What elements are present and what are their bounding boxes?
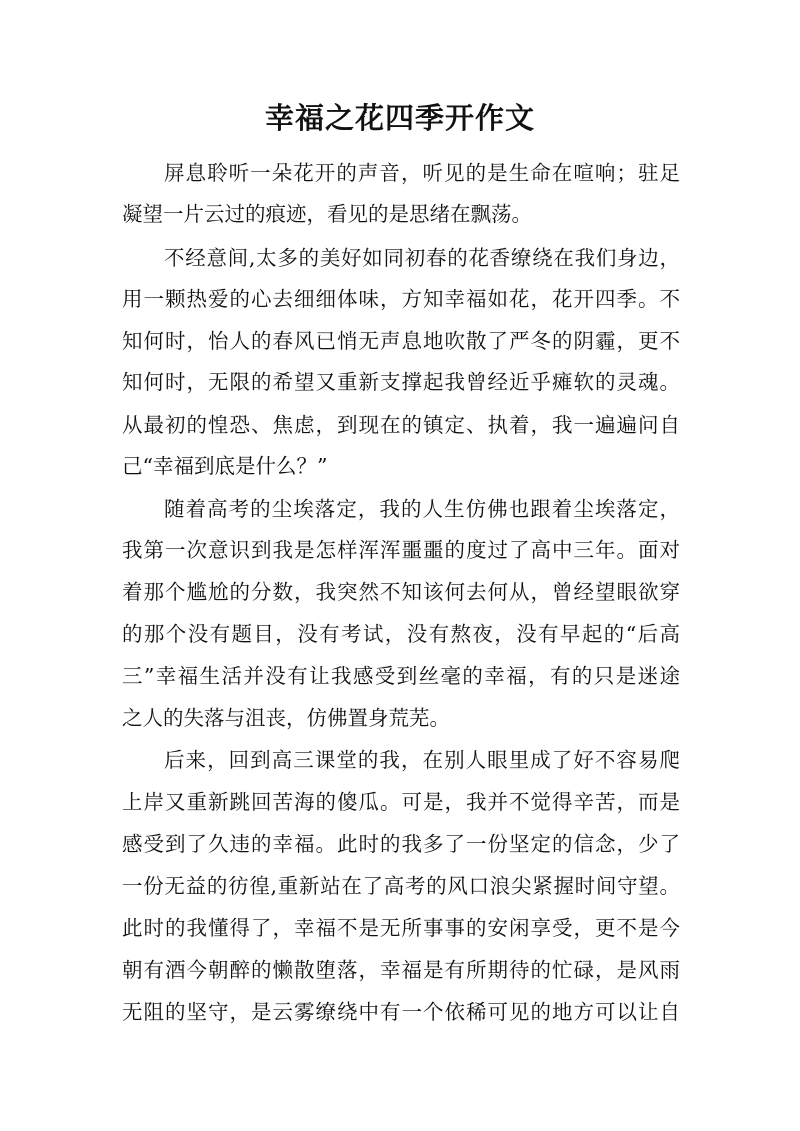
document-title: 幸福之花四季开作文 xyxy=(264,101,535,135)
paragraph-2-line-2: 用一颗热爱的心去细细体味，方知幸福如花，花开四季。不 xyxy=(122,287,680,311)
paragraph-3-line-6: 之人的失落与沮丧，仿佛置身荒芜。 xyxy=(122,706,450,730)
paragraph-4-line-5: 此时的我懂得了，幸福不是无所事事的安闲享受，更不是今 xyxy=(122,916,680,940)
paragraph-4-line-7: 无阻的坚守，是云雾缭绕中有一个依稀可见的地方可以让自 xyxy=(122,1000,680,1024)
paragraph-4-line-4: 一份无益的彷徨,重新站在了高考的风口浪尖紧握时间守望。 xyxy=(122,874,680,898)
paragraph-3-line-4: 的那个没有题目，没有考试，没有熬夜，没有早起的“后高 xyxy=(122,622,680,646)
paragraph-3-line-3: 着那个尴尬的分数，我突然不知该何去何从，曾经望眼欲穿 xyxy=(122,580,680,604)
paragraph-4-line-3: 感受到了久违的幸福。此时的我多了一份坚定的信念，少了 xyxy=(122,832,680,856)
paragraph-3-line-5: 三”幸福生活并没有让我感受到丝毫的幸福，有的只是迷途 xyxy=(122,664,680,688)
paragraph-2-line-6: 己“幸福到底是什么？” xyxy=(122,454,328,478)
paragraph-3-line-2: 我第一次意识到我是怎样浑浑噩噩的度过了高中三年。面对 xyxy=(122,538,680,562)
paragraph-2-line-4: 知何时，无限的希望又重新支撑起我曾经近乎瘫软的灵魂。 xyxy=(122,370,680,394)
paragraph-1-line-1: 屏息聆听一朵花开的声音，听见的是生命在喧响；驻足 xyxy=(164,161,680,185)
paragraph-2-line-1: 不经意间,太多的美好如同初春的花香缭绕在我们身边， xyxy=(164,246,680,270)
paragraph-3-line-1: 随着高考的尘埃落定，我的人生仿佛也跟着尘埃落定， xyxy=(164,497,680,521)
paragraph-2-line-3: 知何时，怡人的春风已悄无声息地吹散了严冬的阴霾，更不 xyxy=(122,329,680,353)
paragraph-4-line-6: 朝有酒今朝醉的懒散堕落，幸福是有所期待的忙碌，是风雨 xyxy=(122,958,680,982)
paragraph-1-line-2: 凝望一片云过的痕迹，看见的是思绪在飘荡。 xyxy=(122,202,532,226)
paragraph-4-line-2: 上岸又重新跳回苦海的傻瓜。可是，我并不觉得辛苦，而是 xyxy=(122,790,680,814)
paragraph-4-line-1: 后来，回到高三课堂的我，在别人眼里成了好不容易爬 xyxy=(164,748,680,772)
paragraph-2-line-5: 从最初的惶恐、焦虑，到现在的镇定、执着，我一遍遍问自 xyxy=(122,413,680,437)
